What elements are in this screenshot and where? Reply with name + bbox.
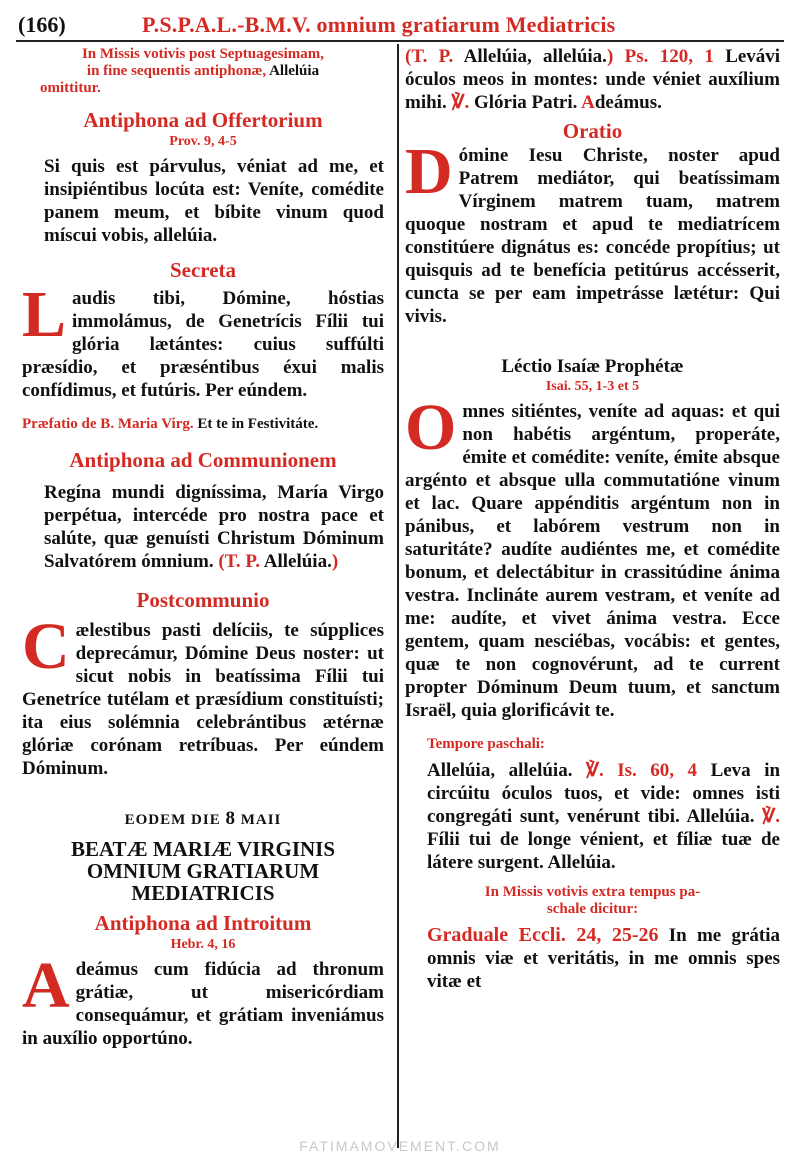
communion-tp: (T. P. [218,551,261,572]
lectio-text: mnes sitiéntes, veníte ad aquas: et qui non habétis argéntum, properáte, émite et comédite: veníte, émite absque argénto et absque ulla commutatióne vinum et lac. Quare appénditis argéntum non in pánibus, et labórem vestrum non in saturitáte? audíte audiéntes me, et comédite bonum, et delectábitur in crassitúdine ánima vestra. Inclináte aurem vestram, et veníte ad me: audíte, et vivet ánima vestra. Ecce gentem, quam nesciébas, vocábis: et gentes, quæ te non cognovérunt, ad te current propter Dóminum Deum tuum, et sanctum Israël, quia glorificávit te. [405,401,780,721]
watermark: FATIMAMOVEMENT.COM [299,1138,501,1154]
paschal-paragraph [405,759,780,874]
left-column [22,44,384,1050]
intro-rubric-line3: omittitur. [40,80,101,96]
secret-text: audis tibi, Dómine, hóstias immolámus, de Genetrícis Fílii tui glória lætántes: cuius suffúlti præsídio, et præséntibus éxui malis confídimus, et futúris. Per eúndem. [22,288,384,401]
running-title: P.S.P.A.L.-B.M.V. omnium gratiarum Mediatricis [142,12,616,37]
secret-title: Secreta [169,258,237,282]
paschal-alleluia: Allelúia, allelúia. [427,760,573,781]
introit-continuation [405,45,780,114]
introit-title: Antiphona ad Introitum [94,911,312,935]
gradual-text: In me grátia omnis viæ et veritátis, in me omnis spes vitæ et [427,925,780,992]
paschal-text2: Fílii tui de longe vénient, et fíliæ tuæ de látere surgent. Allelúia. [427,829,780,873]
paschal-rubric: Tempore paschali: [427,736,545,752]
intro-rubric-word: Allelúia [269,63,320,79]
feast-line1: BEATÆ MARIÆ VIRGINIS [70,837,336,861]
oratio-initial: D [405,135,453,208]
introit-citation: Hebr. 4, 16 [170,937,236,952]
paschal-versicle2-icon: ℣. [762,806,780,827]
paschal-versicle-icon: ℣. [585,760,604,781]
lectio-title: Léctio Isaíæ Prophétæ [501,356,684,377]
votive-rubric [405,884,780,918]
communion-title: Antiphona ad Communionem [69,448,337,472]
intro-rubric-line2: in fine sequentis antiphonæ, [86,63,267,79]
introit-paragraph [22,949,384,1050]
introit-repeat-initial: A [581,92,595,113]
postcommunion-initial: C [22,610,70,683]
introit-gloria: Glória Patri. [473,92,578,113]
gradual-title: Graduale Eccli. 24, 25-26 [427,924,659,946]
introit-repeat-text: deámus. [594,92,662,113]
lectio-citation: Isai. 55, 1-3 et 5 [545,379,640,394]
votive-rubric-line1: In Missis votivis extra tempus pa- [484,884,701,900]
paschal-text1: Leva in circúitu óculos tuos, et vide: omnes isti congregáti sunt, venérunt tibi. Allelúia. [427,760,781,827]
introit-text: deámus cum fidúcia ad thronum grátiæ, ut misericórdiam consequámur, et grátiam inveniámus in auxílio opportúno. [22,959,384,1049]
postcommunion-text: ælestibus pasti delíciis, te súpplices deprecámur, Dómine Deus noster: ut sicut nobis in beatíssima Fílii tui Genetríce tutélam et præsídium constituísti; ita eius solémnia celebrántibus ætérnæ glóriæ corónam retríbuas. Per eúndem Dóminum. [22,620,384,779]
feast-title [22,838,384,904]
introit-tp: (T. P. [405,46,454,67]
column-divider [397,44,399,1148]
introit-psalm-text: Levávi óculos meos in montes: unde véniet auxílium mihi. [405,46,781,113]
preface-rubric-black: Et te in Festivitáte. [197,416,319,432]
right-column [405,44,780,993]
eodem-day: 8 [225,808,236,829]
oratio-text: ómine Iesu Christe, noster apud Patrem mediátor, qui beatíssimam Vírginem matrem tuam, matrem quoque nostram et apud te mediatrícem constitúere dignátus es: concéde propítius; ut quisquis ad te benefícia petitúrus accésserit, cuncta se per eam impetrásse lætétur: Qui vivis. [405,145,780,327]
page-header [16,10,784,40]
preface-rubric [22,416,384,433]
preface-rubric-red: Præfatio de B. Maria Virg. [22,416,194,432]
postcommunion-paragraph [22,610,384,780]
communion-text: Regína mundi digníssima, María Virgo perpétua, intercéde pro nostra pace et salúte, quæ genuísti Christum Dóminum Salvatórem ómnium. [44,482,384,572]
feast-line2: OMNIUM GRATIARUM [86,859,320,883]
intro-rubric [22,46,384,97]
lectio-paragraph [405,391,780,722]
postcommunion-title: Postcommunio [136,588,270,612]
oratio-title: Oratio [562,119,623,143]
paschal-ref: Is. 60, 4 [617,760,698,781]
offertory-text: Si quis est párvulus, véniat ad me, et insipiéntibus locúta est: Veníte, comédite panem meum, et bíbite vinum quod míscui vobis, allelúia. [44,156,384,246]
introit-psalm: Ps. 120, 1 [624,46,714,67]
introit-initial: A [22,949,70,1022]
eodem-line [22,808,384,830]
offertory-title: Antiphona ad Offertorium [83,108,323,132]
versicle-icon: ℣. [451,92,470,113]
secret-initial: L [22,278,67,351]
feast-line3: MEDIATRICIS [131,881,275,905]
gradual-paragraph [405,924,780,993]
intro-rubric-line1: In Missis votivis post Septuagesimam, [81,46,325,62]
header-rule [16,40,784,42]
introit-close: ) [606,46,614,67]
eodem-label: EODEM DIE [124,812,221,828]
introit-alleluia: Allelúia, allelúia. [463,46,607,67]
eodem-month: MAII [240,812,282,828]
offertory-citation: Prov. 9, 4-5 [169,134,237,149]
communion-close: ) [331,551,339,572]
oratio-paragraph [405,135,780,328]
votive-rubric-line2: schale dicitur: [546,901,639,917]
page-number: (166) [18,12,66,37]
communion-paragraph [22,481,384,573]
lectio-initial: O [405,391,457,464]
secret-paragraph [22,278,384,402]
communion-alleluia: Allelúia. [263,551,332,572]
